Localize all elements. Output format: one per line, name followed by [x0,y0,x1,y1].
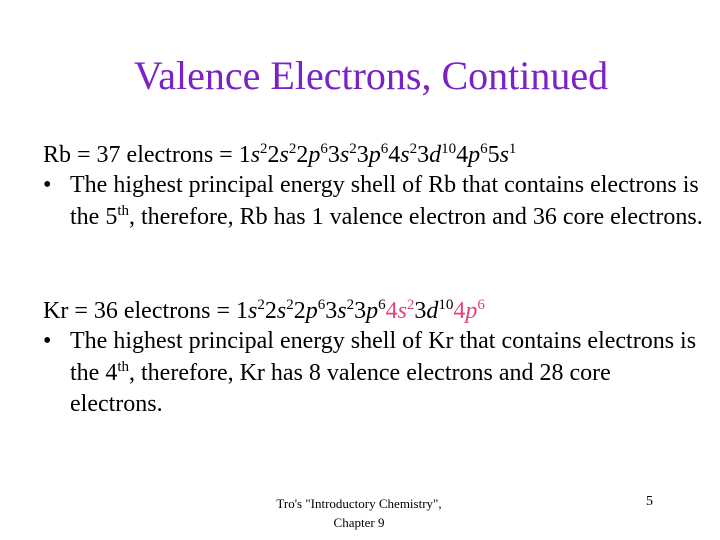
krypton-config-orbitals [236,298,485,324]
orbital-number: 4 [388,142,401,168]
krypton-electron-configuration [43,296,703,326]
rubidium-config-prefix: Rb = 37 electrons = [43,142,239,168]
orbital-number: 4 [453,298,466,324]
orbital-number: 1 [238,142,251,168]
orbital-exponent: 2 [260,141,268,157]
orbital-number: 4 [385,298,398,324]
rubidium-bullet [43,170,703,233]
rubidium-electron-configuration [43,140,703,170]
orbital-letter: p [465,298,478,324]
bullet-icon: • [43,328,52,354]
orbital-number: 2 [264,298,277,324]
orbital-number: 2 [267,142,280,168]
page-number: 5 [646,494,653,509]
orbital-letter: p [305,298,318,324]
orbital-number: 3 [325,298,338,324]
orbital-exponent: 6 [320,141,328,157]
orbital-letter: s [279,142,289,168]
orbital-number: 3 [356,142,369,168]
orbital-exponent: 1 [508,141,517,157]
slide-title: Valence Electrons, Continued [133,53,609,98]
orbital-exponent: 2 [346,297,355,313]
orbital-letter: d [429,142,442,168]
footer-source [250,494,468,532]
orbital-letter: s [276,298,287,324]
orbital-number: 5 [487,142,500,168]
orbital-number: 3 [327,142,340,168]
orbital-number: 4 [456,142,469,168]
orbital-exponent: 6 [378,297,386,313]
orbital-letter: s [248,298,258,324]
orbital-exponent: 2 [409,141,418,157]
footer-source-line-1: Tro's "Introductory Chemistry", [276,496,442,511]
rubidium-bullet-text-start: The highest principal energy shell of Rb that contains electrons is the 5 [70,172,699,230]
orbital-exponent: 6 [477,297,485,313]
orbital-exponent: 2 [349,141,357,157]
orbital-exponent: 2 [406,297,415,313]
orbital-number: 2 [293,298,306,324]
orbital-exponent: 2 [288,141,297,157]
orbital-exponent: 10 [441,141,457,157]
orbital-letter: s [397,298,407,324]
krypton-bullet-ordinal: th [117,358,129,375]
krypton-bullet-text-start: The highest principal energy shell of Kr that contains electrons is the 4 [70,328,697,386]
orbital-exponent: 10 [438,297,454,313]
orbital-letter: s [337,298,347,324]
orbital-number: 1 [236,298,249,324]
orbital-letter: p [308,142,321,168]
orbital-letter: p [368,142,381,168]
orbital-letter: s [499,142,509,168]
orbital-number: 3 [417,142,430,168]
orbital-exponent: 2 [286,297,294,313]
orbital-number: 2 [296,142,309,168]
rubidium-bullet-ordinal: th [117,202,129,219]
orbital-letter: s [400,142,410,168]
orbital-number: 3 [354,298,367,324]
rubidium-section [43,140,703,233]
krypton-bullet-text-end: , therefore, Kr has 8 valence electrons and 28 core electrons. [70,359,611,417]
orbital-exponent: 2 [257,297,265,313]
orbital-letter: p [468,142,481,168]
krypton-bullet [43,326,703,421]
krypton-section [43,296,703,421]
rubidium-bullet-text-end: , therefore, Rb has 1 valence electron and 36 core electrons. [129,203,703,230]
rubidium-config-orbitals [239,142,517,168]
orbital-letter: s [339,142,350,168]
bullet-icon: • [43,172,52,198]
orbital-exponent: 6 [480,141,488,157]
orbital-exponent: 6 [380,141,389,157]
orbital-letter: d [426,298,439,324]
orbital-letter: p [366,298,379,324]
orbital-number: 3 [414,298,427,324]
orbital-exponent: 6 [317,297,326,313]
footer-source-line-2: Chapter 9 [333,515,385,530]
orbital-letter: s [250,142,261,168]
krypton-config-prefix: Kr = 36 electrons = [43,298,237,324]
